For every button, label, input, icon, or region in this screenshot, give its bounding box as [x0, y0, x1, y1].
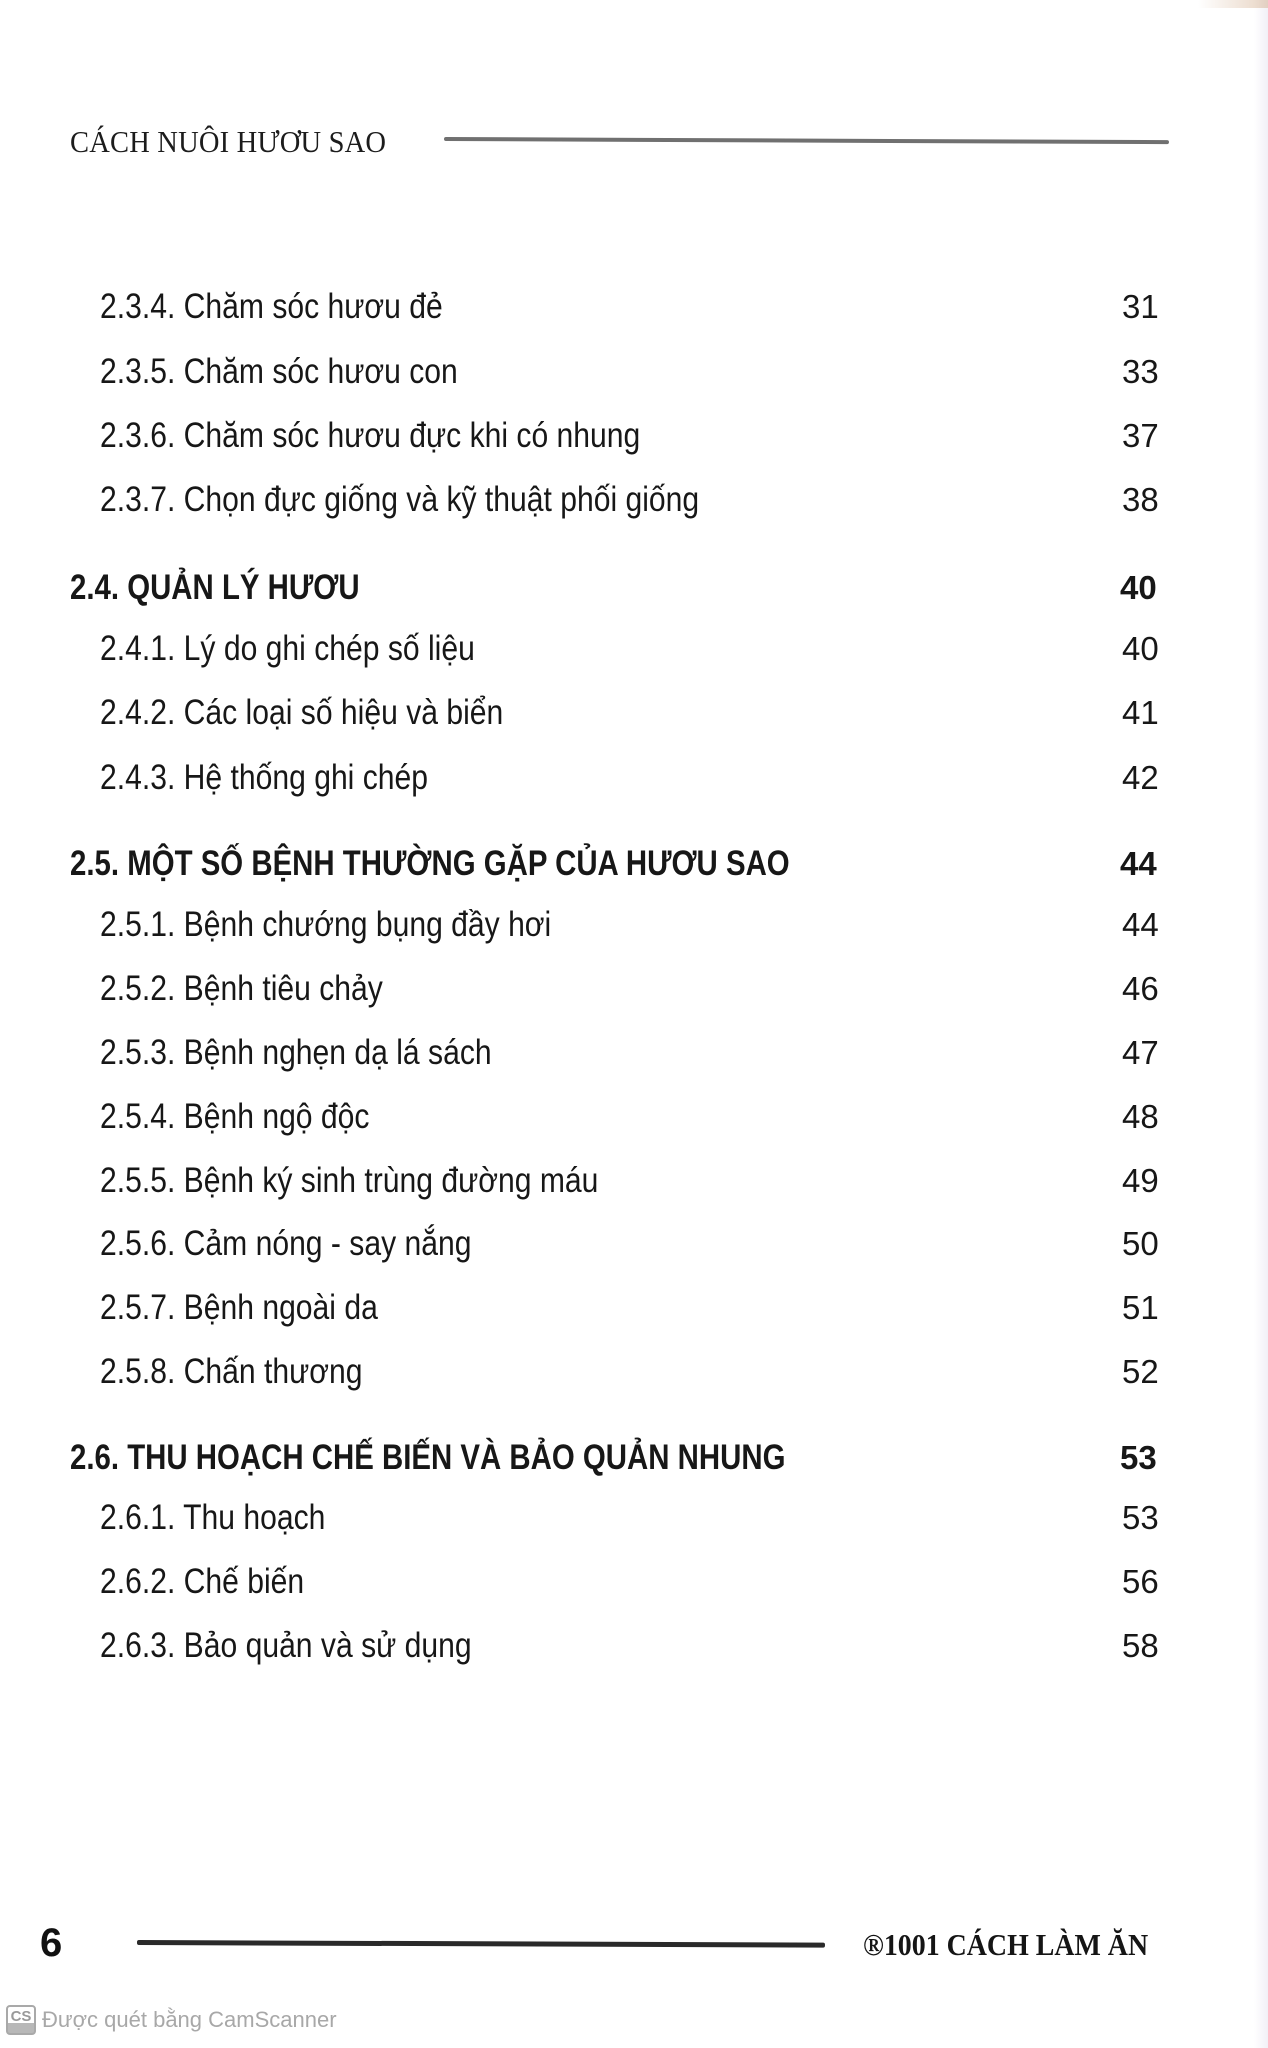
- toc-entry: [0, 1095, 1268, 1139]
- toc-entry: [0, 1350, 1268, 1394]
- toc-entry-page: 44: [1122, 906, 1159, 943]
- toc-entry-label: 2.5.8. Chấn thương: [100, 1352, 363, 1391]
- camscanner-logo-icon: CS: [6, 2005, 36, 2035]
- page-corner-shadow: [1198, 0, 1268, 8]
- toc-section-label: 2.6. THU HOẠCH CHẾ BIẾN VÀ BẢO QUẢN NHUNG: [70, 1438, 786, 1477]
- toc-entry-page: 50: [1122, 1225, 1159, 1262]
- toc-entry-page: 46: [1122, 970, 1159, 1007]
- toc-entry-page: 40: [1122, 630, 1159, 667]
- toc-entry-page: 52: [1122, 1353, 1159, 1390]
- toc-entry-label: 2.4.1. Lý do ghi chép số liệu: [100, 629, 475, 668]
- toc-entry: [0, 478, 1268, 522]
- footer-rule: [137, 1940, 825, 1948]
- toc-entry-label: 2.3.5. Chăm sóc hươu con: [100, 352, 458, 391]
- toc-entry-page: 31: [1122, 288, 1159, 325]
- toc-entry: [0, 1222, 1268, 1266]
- toc-entry-page: 41: [1122, 694, 1159, 731]
- running-footer: [0, 1918, 1268, 1968]
- toc-entry: [0, 967, 1268, 1011]
- toc-entry-label: 2.5.2. Bệnh tiêu chảy: [100, 969, 383, 1008]
- toc-entry-page: 33: [1122, 353, 1159, 390]
- toc-entry-page: 51: [1122, 1289, 1159, 1326]
- toc-entry: [0, 350, 1268, 394]
- toc-section: [0, 842, 1268, 886]
- toc-entry: [0, 414, 1268, 458]
- toc-entry: [0, 1624, 1268, 1668]
- toc-section-page: 40: [1120, 569, 1157, 606]
- toc-entry: [0, 1031, 1268, 1075]
- toc-entry-page: 38: [1122, 481, 1159, 518]
- toc-entry: [0, 627, 1268, 671]
- toc-section-page: 53: [1120, 1439, 1157, 1476]
- toc-section-page: 44: [1120, 845, 1157, 882]
- toc-entry-label: 2.4.2. Các loại số hiệu và biển: [100, 693, 504, 732]
- toc-entry-page: 53: [1122, 1499, 1159, 1536]
- toc-entry: [0, 756, 1268, 800]
- toc-section: [0, 1436, 1268, 1480]
- toc-entry-label: 2.5.5. Bệnh ký sinh trùng đường máu: [100, 1161, 599, 1200]
- toc-entry: [0, 1286, 1268, 1330]
- toc-entry-label: 2.5.3. Bệnh nghẹn dạ lá sách: [100, 1033, 492, 1072]
- running-header: [70, 124, 1170, 164]
- toc-entry-label: 2.5.6. Cảm nóng - say nắng: [100, 1224, 472, 1263]
- toc-section-label: 2.5. MỘT SỐ BỆNH THƯỜNG GẶP CỦA HƯƠU SAO: [70, 844, 790, 883]
- toc-entry-page: 56: [1122, 1563, 1159, 1600]
- toc-section: [0, 566, 1268, 610]
- toc-entry-page: 37: [1122, 417, 1159, 454]
- toc-entry-page: 42: [1122, 759, 1159, 796]
- book-title: CÁCH NUÔI HƯƠU SAO: [70, 124, 387, 159]
- toc-entry-label: 2.6.2. Chế biến: [100, 1562, 305, 1601]
- toc-entry-label: 2.4.3. Hệ thống ghi chép: [100, 758, 429, 797]
- toc-entry-label: 2.3.6. Chăm sóc hươu đực khi có nhung: [100, 416, 641, 455]
- toc-entry: [0, 1159, 1268, 1203]
- toc-entry: [0, 903, 1268, 947]
- camscanner-watermark: [6, 2002, 337, 2038]
- watermark-text: Được quét bằng CamScanner: [42, 2007, 337, 2032]
- page-number: 6: [40, 1921, 63, 1965]
- toc-entry-label: 2.6.3. Bảo quản và sử dụng: [100, 1626, 472, 1665]
- toc-entry: [0, 691, 1268, 735]
- publisher-series: ®1001 CÁCH LÀM ĂN: [863, 1927, 1149, 1962]
- toc-entry-label: 2.6.1. Thu hoạch: [100, 1498, 326, 1537]
- toc-entry-label: 2.5.7. Bệnh ngoài da: [100, 1288, 378, 1327]
- toc-entry-page: 49: [1122, 1162, 1159, 1199]
- header-rule: [444, 137, 1169, 144]
- toc-entry-label: 2.5.4. Bệnh ngộ độc: [100, 1097, 370, 1136]
- toc-entry: [0, 285, 1268, 329]
- toc-section-label: 2.4. QUẢN LÝ HƯƠU: [70, 568, 360, 607]
- toc-entry-page: 58: [1122, 1627, 1159, 1664]
- toc-entry-label: 2.5.1. Bệnh chướng bụng đầy hơi: [100, 905, 552, 944]
- toc-entry-label: 2.3.7. Chọn đực giống và kỹ thuật phối giống: [100, 480, 700, 519]
- toc-entry: [0, 1560, 1268, 1604]
- toc-entry: [0, 1496, 1268, 1540]
- toc-entry-page: 48: [1122, 1098, 1159, 1135]
- toc-entry-label: 2.3.4. Chăm sóc hươu đẻ: [100, 287, 443, 326]
- toc-entry-page: 47: [1122, 1034, 1159, 1071]
